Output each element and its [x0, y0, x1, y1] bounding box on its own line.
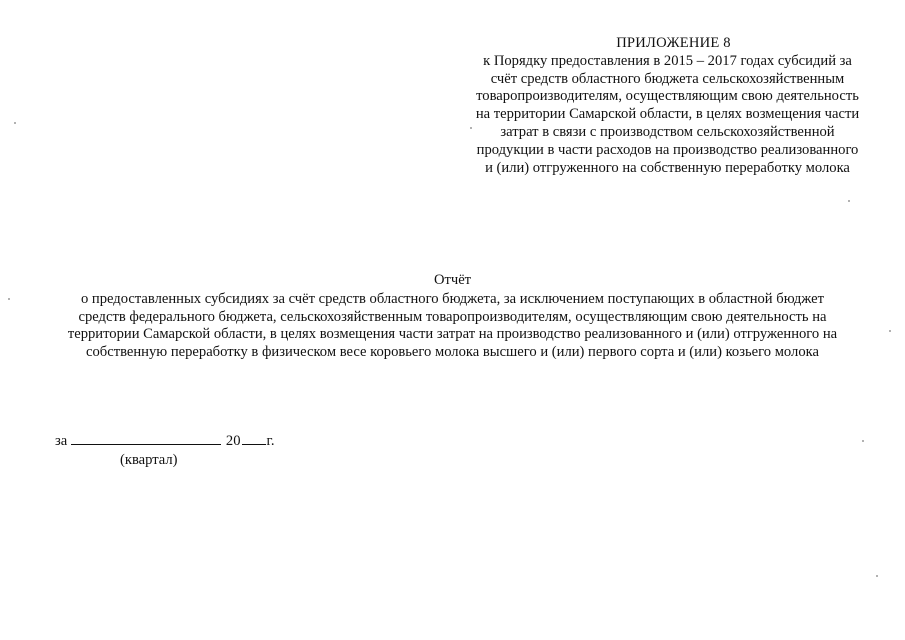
appendix-title: ПРИЛОЖЕНИЕ 8 — [616, 35, 731, 51]
report-line: собственную переработку в физическом весе коровьего молока высшего и (или) первого сорта и (или) козьего молока — [86, 344, 819, 361]
period-prefix: за — [55, 433, 68, 449]
scan-speck — [14, 122, 16, 124]
scan-speck — [470, 127, 472, 129]
report-period — [55, 432, 315, 470]
appendix-line: на территории Самарской области, в целях возмещения части — [475, 106, 860, 123]
quarter-caption: (квартал) — [120, 451, 178, 468]
year-blank-field[interactable] — [242, 432, 266, 445]
scan-speck — [8, 298, 10, 300]
year-prefix: 20 — [225, 433, 241, 449]
appendix-line: продукции в части расходов на производство реализованного — [476, 141, 859, 158]
report-title: Отчёт — [433, 272, 472, 288]
appendix-line: и (или) отгруженного на собственную переработку молока — [485, 159, 850, 176]
appendix-line: счёт средств областного бюджета сельскохозяйственным — [490, 70, 845, 87]
appendix-line: товаропроизводителям, осуществляющим свою деятельность — [476, 88, 859, 105]
period-line — [55, 432, 315, 451]
appendix-header — [440, 35, 895, 177]
report-heading — [20, 272, 885, 362]
appendix-line: затрат в связи с производством сельскохозяйственной — [500, 123, 835, 140]
scan-speck — [848, 200, 850, 202]
report-line: средств федерального бюджета, сельскохозяйственным товаропроизводителям, осуществляющим свою деятельность на — [78, 308, 827, 325]
scan-speck — [876, 575, 878, 577]
scan-speck — [862, 440, 864, 442]
report-line: территории Самарской области, в целях возмещения части затрат на производство реализованного и (или) отгруженного на — [67, 326, 838, 343]
year-suffix: г. — [266, 433, 275, 449]
scan-speck — [889, 330, 891, 332]
report-line: о предоставленных субсидиях за счёт средств областного бюджета, за исключением поступающих в областной бюджет — [80, 290, 825, 307]
appendix-line: к Порядку предоставления в 2015 – 2017 годах субсидий за — [483, 52, 852, 69]
quarter-blank-field[interactable] — [71, 432, 221, 445]
